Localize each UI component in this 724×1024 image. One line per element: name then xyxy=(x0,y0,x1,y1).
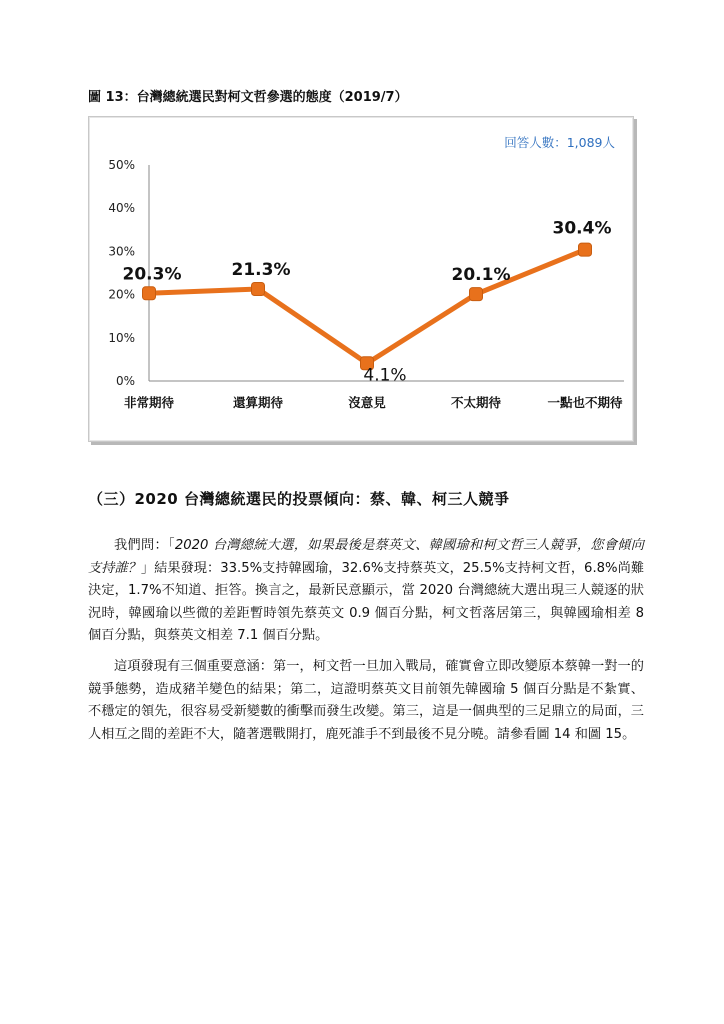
data-points xyxy=(143,243,592,370)
y-tick-label: 0% xyxy=(115,374,135,388)
x-tick-label: 沒意見 xyxy=(348,395,386,410)
data-point xyxy=(470,288,483,301)
y-tick-label: 10% xyxy=(108,330,135,345)
y-tick-label: 30% xyxy=(108,244,135,259)
data-label: 20.1% xyxy=(451,265,511,286)
data-label: 4.1% xyxy=(363,365,407,386)
x-tick-labels xyxy=(124,395,623,410)
y-tick-label: 50% xyxy=(108,158,135,172)
paragraph-2: 這項發現有三個重要意涵：第一，柯文哲一旦加入戰局，確實會立即改變原本蔡韓一對一的競爭態勢，造成豬羊變色的結果；第二，這證明蔡英文目前領先韓國瑜 5 個百分點是不紮實、不穩定的領先，很容易受新變數的衝擊而發生改變。第三，這是一個典型的三足鼎立的局面，三人相互之間的差距不大，隨著選戰開打，鹿死誰手不到最後不見分曉。請參看圖 14 和圖 15。 xyxy=(88,659,644,742)
paragraph-1-intro: 我們問：「 xyxy=(114,538,175,553)
x-tick-label: 還算期待 xyxy=(232,395,284,410)
data-point xyxy=(252,282,265,295)
survey-question: 2020 台灣總統大選，如果最後是蔡英文、韓國瑜和柯文哲三人競爭，您會傾向支持誰？ xyxy=(88,538,644,576)
x-tick-label: 非常期待 xyxy=(123,395,175,410)
data-point xyxy=(579,243,592,256)
data-point xyxy=(143,287,156,300)
series-line xyxy=(149,250,585,364)
respondents-note: 回答人數：1,089人 xyxy=(504,135,615,150)
data-label: 20.3% xyxy=(122,264,182,285)
paragraph-1 xyxy=(88,535,644,648)
y-tick-label: 40% xyxy=(108,201,135,216)
x-tick-label: 一點也不期待 xyxy=(547,395,623,410)
section-heading: （三）2020 台灣總統選民的投票傾向：蔡、韓、柯三人競爭 xyxy=(88,490,510,508)
data-label: 21.3% xyxy=(231,259,291,280)
data-label: 30.4% xyxy=(552,218,612,239)
paragraph-1-body: 」結果發現：33.5%支持韓國瑜，32.6%支持蔡英文，25.5%支持柯文哲，6.8%尚難決定，1.7%不知道、拒答。換言之，最新民意顯示，當 2020 台灣總統大選出現三人競逐的狀況時，韓國瑜以些微的差距暫時領先蔡英文 0.9 個百分點，柯文哲落居第三，與韓國瑜相差 8 個百分點，與蔡英文相差 7.1 個百分點。 xyxy=(88,560,645,643)
x-tick-label: 不太期待 xyxy=(450,395,502,410)
chart-frame xyxy=(88,116,634,442)
figure-caption: 圖 13：台灣總統選民對柯文哲參選的態度（2019/7） xyxy=(88,90,408,105)
y-tick-label: 20% xyxy=(108,287,135,302)
line-chart xyxy=(89,117,633,441)
